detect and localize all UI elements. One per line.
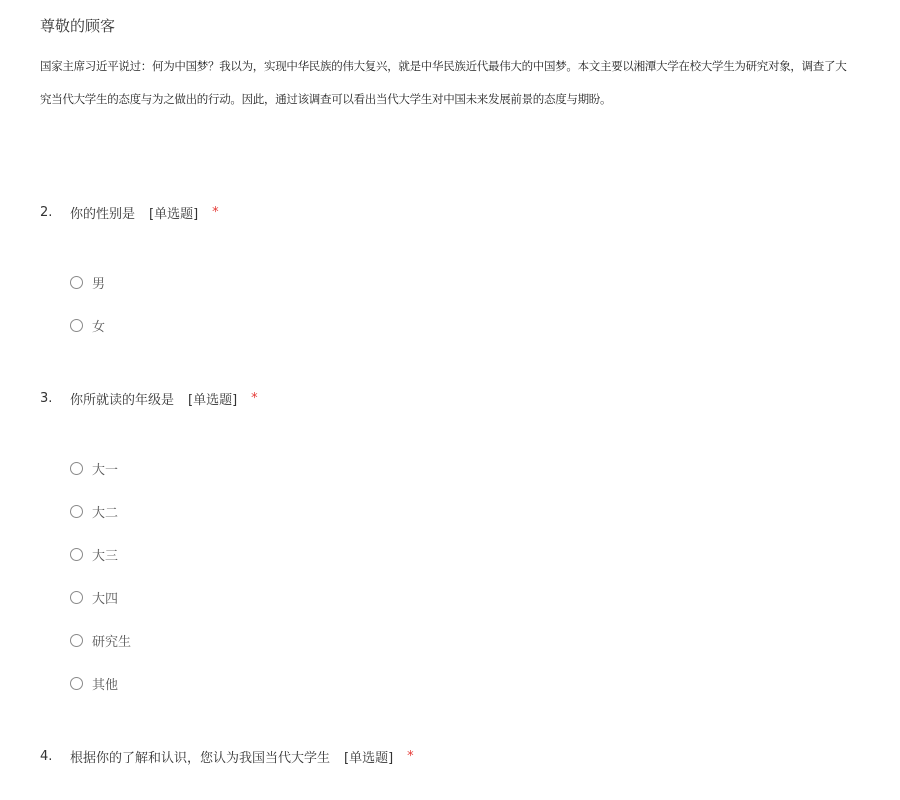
- option-female[interactable]: [70, 316, 105, 335]
- option-label: 其他: [92, 678, 119, 693]
- question-title: 你所就读的年级是: [70, 393, 175, 408]
- option-senior[interactable]: [70, 588, 118, 607]
- radio-button-icon[interactable]: [70, 634, 83, 647]
- radio-button-icon[interactable]: [70, 505, 83, 518]
- greeting-title: 尊敬的顾客: [40, 17, 116, 35]
- question-4: [40, 747, 414, 766]
- radio-button-icon[interactable]: [70, 548, 83, 561]
- option-label: 女: [92, 320, 106, 335]
- radio-button-icon[interactable]: [70, 591, 83, 604]
- option-graduate[interactable]: [70, 631, 131, 650]
- option-label: 研究生: [92, 635, 132, 650]
- question-number: 3.: [40, 391, 53, 406]
- option-label: 大四: [92, 592, 119, 607]
- option-label: 大一: [92, 463, 119, 478]
- question-number: 2.: [40, 205, 53, 220]
- option-male[interactable]: [70, 273, 105, 292]
- option-label: 大二: [92, 506, 119, 521]
- question-type: [单选题]: [149, 207, 199, 222]
- option-freshman[interactable]: [70, 459, 118, 478]
- question-title: 根据你的了解和认识，您认为我国当代大学生: [70, 751, 331, 766]
- option-other[interactable]: [70, 674, 118, 693]
- intro-text-line-1: 国家主席习近平说过：何为中国梦？我以为，实现中华民族的伟大复兴，就是中华民族近代最伟大的中国梦。本文主要以湘潭大学在校大学生为研究对象，调查了大: [40, 59, 847, 73]
- intro-text-line-2: 究当代大学生的态度与为之做出的行动。因此，通过该调查可以看出当代大学生对中国未来发展前景的态度与期盼。: [40, 92, 612, 106]
- question-type: [单选题]: [344, 751, 394, 766]
- radio-button-icon[interactable]: [70, 462, 83, 475]
- radio-button-icon[interactable]: [70, 319, 83, 332]
- option-label: 大三: [92, 549, 119, 564]
- radio-button-icon[interactable]: [70, 276, 83, 289]
- question-number: 4.: [40, 749, 53, 764]
- option-junior[interactable]: [70, 545, 118, 564]
- question-2: [40, 203, 219, 222]
- required-mark: *: [407, 749, 414, 764]
- required-mark: *: [251, 391, 258, 406]
- question-type: [单选题]: [188, 393, 238, 408]
- option-sophomore[interactable]: [70, 502, 118, 521]
- radio-button-icon[interactable]: [70, 677, 83, 690]
- option-label: 男: [92, 277, 106, 292]
- question-3: [40, 389, 258, 408]
- question-title: 你的性别是: [70, 207, 136, 222]
- required-mark: *: [212, 205, 219, 220]
